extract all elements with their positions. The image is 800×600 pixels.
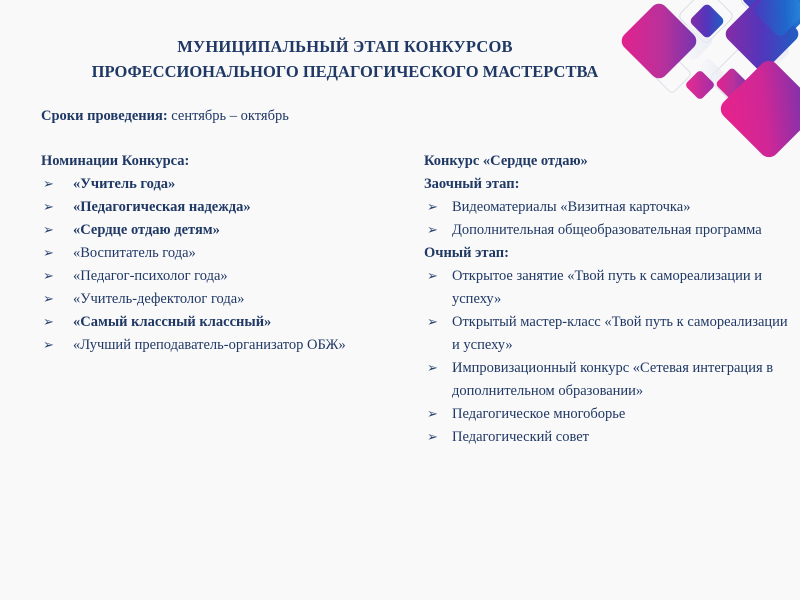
dates-value: сентябрь – октябрь xyxy=(167,108,289,124)
arrow-bullet-icon: ➢ xyxy=(43,292,54,307)
dates-line xyxy=(41,108,289,125)
list-item-label: Педагогический совет xyxy=(452,429,590,445)
arrow-bullet-icon: ➢ xyxy=(427,407,438,422)
page-title xyxy=(0,34,690,84)
section-subheading: Заочный этап: xyxy=(424,176,520,192)
arrow-bullet-icon: ➢ xyxy=(43,338,54,353)
list-item-label: «Учитель года» xyxy=(73,176,176,192)
contest-column xyxy=(424,150,794,449)
list-item xyxy=(424,265,794,311)
list-item xyxy=(424,357,794,403)
arrow-bullet-icon: ➢ xyxy=(427,430,438,445)
list-item xyxy=(424,403,794,426)
list-item-label: «Педагог-психолог года» xyxy=(73,268,228,284)
list-item xyxy=(41,265,421,288)
nominations-list xyxy=(41,173,421,357)
section-list xyxy=(424,265,794,449)
list-item-label: Видеоматериалы «Визитная карточка» xyxy=(452,199,691,215)
arrow-bullet-icon: ➢ xyxy=(43,200,54,215)
arrow-bullet-icon: ➢ xyxy=(427,361,438,376)
list-item xyxy=(41,173,421,196)
list-item-label: «Сердце отдаю детям» xyxy=(73,222,220,238)
arrow-bullet-icon: ➢ xyxy=(43,223,54,238)
list-item xyxy=(424,311,794,357)
arrow-bullet-icon: ➢ xyxy=(427,315,438,330)
arrow-bullet-icon: ➢ xyxy=(427,200,438,215)
list-item-label: «Самый классный классный» xyxy=(73,314,272,330)
list-item xyxy=(41,196,421,219)
list-item xyxy=(41,334,421,357)
arrow-bullet-icon: ➢ xyxy=(43,269,54,284)
list-item xyxy=(424,196,794,219)
arrow-bullet-icon: ➢ xyxy=(427,269,438,284)
arrow-bullet-icon: ➢ xyxy=(43,177,54,192)
arrow-bullet-icon: ➢ xyxy=(427,223,438,238)
dates-label: Сроки проведения: xyxy=(41,108,168,124)
list-item-label: «Педагогическая надежда» xyxy=(73,199,251,215)
list-item-label: Педагогическое многоборье xyxy=(452,406,626,422)
list-item-label: Открытое занятие «Твой путь к самореализации и успеху» xyxy=(452,268,762,307)
contest-sections xyxy=(424,173,794,449)
list-item xyxy=(41,311,421,334)
section-list xyxy=(424,196,794,242)
list-item-label: Открытый мастер-класс «Твой путь к самореализации и успеху» xyxy=(452,314,788,353)
nominations-heading: Номинации Конкурса: xyxy=(41,153,190,169)
list-item-label: «Воспитатель года» xyxy=(73,245,196,261)
arrow-bullet-icon: ➢ xyxy=(43,315,54,330)
section-subheading: Очный этап: xyxy=(424,245,509,261)
list-item-label: Дополнительная общеобразовательная программа xyxy=(452,222,762,238)
title-line-1: МУНИЦИПАЛЬНЫЙ ЭТАП КОНКУРСОВ xyxy=(177,37,513,56)
title-line-2: ПРОФЕССИОНАЛЬНОГО ПЕДАГОГИЧЕСКОГО МАСТЕРСТВА xyxy=(91,62,599,81)
list-item xyxy=(41,219,421,242)
arrow-bullet-icon: ➢ xyxy=(43,246,54,261)
list-item xyxy=(41,242,421,265)
list-item-label: «Лучший преподаватель-организатор ОБЖ» xyxy=(73,337,346,353)
list-item xyxy=(424,426,794,449)
list-item-label: «Учитель-дефектолог года» xyxy=(73,291,245,307)
list-item xyxy=(424,219,794,242)
nominations-column xyxy=(41,150,421,357)
list-item-label: Импровизационный конкурс «Сетевая интеграция в дополнительном образовании» xyxy=(452,360,774,399)
list-item xyxy=(41,288,421,311)
contest-heading: Конкурс «Сердце отдаю» xyxy=(424,153,588,169)
